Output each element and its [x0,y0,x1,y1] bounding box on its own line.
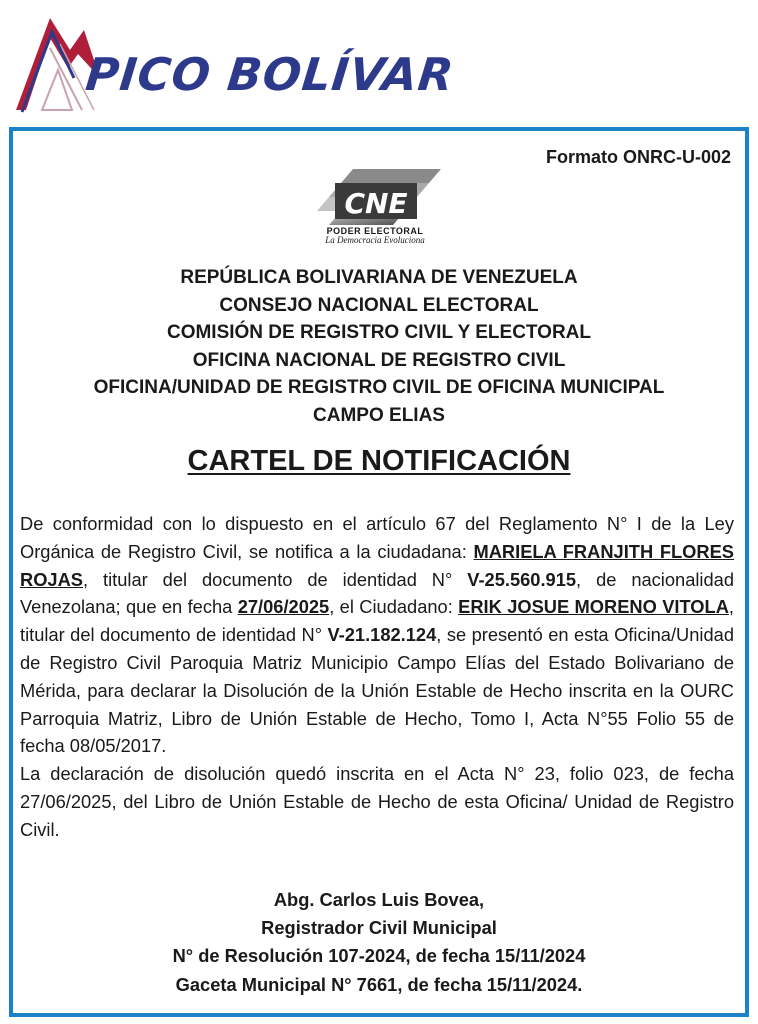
format-code: Formato ONRC-U-002 [545,147,731,167]
notice-title: CARTEL DE NOTIFICACIÓN [187,445,571,477]
notice-frame [9,127,749,1017]
masthead-title: PICO BOLÍVAR [83,48,457,101]
notified-id: V-25.560.915 [467,568,577,590]
gazette-line: Gaceta Municipal N° 7661, de fecha 15/11/2024. [175,973,583,995]
signature-block [13,886,745,999]
institution-line: OFICINA/UNIDAD DE REGISTRO CIVIL DE OFICINA MUNICIPAL [93,377,665,399]
institution-line: REPÚBLICA BOLIVARIANA DE VENEZUELA [180,267,578,288]
cne-caption-line2: La Democracia Evoluciona [325,235,425,246]
resolution-line: N° de Resolución 107-2024, de fecha 15/11/2024 [172,945,586,967]
notice-paragraph-1: De conformidad con lo dispuesto en el artículo 67 del Reglamento N° I de la Ley Orgánica de Registro Civil, se notifica a la ciudadana: MARIELA FRANJITH FLORES ROJAS, titular del documento de identidad N° V-25.560.915, de nacionalidad Venezolana; que en fecha 27/06/2025, el Ciudadano: ERIK JOSUE MORENO VITOLA, titular del documento de identidad N° V-21.182.124, se presentó en esta Oficina/Unidad de Registro Civil Paroquia Matriz Municipio Campo Elías del Estado Bolivariano de Mérida, para declarar la Disolución de la Unión Estable de Hecho inscrita en la OURC Parroquia Matriz, Libro de Unión Estable de Hecho, Tomo I, Acta N°55 Folio 55 de fecha 08/05/2017. [20,513,734,757]
event-date: 27/06/2025 [237,596,330,618]
masthead [0,0,457,122]
notice-paragraph-2: La declaración de disolución quedó inscrita en el Acta N° 23, folio 023, de fecha 27/06/2025, del Libro de Unión Estable de Hecho de esta Oficina/ Unidad de Registro Civil. [20,763,734,840]
institution-line: OFICINA NACIONAL DE REGISTRO CIVIL [192,349,566,371]
cne-logo-mark: CNE [344,187,408,220]
institutions-header [13,264,745,430]
notice-body [20,510,734,844]
institution-line: COMISIÓN DE REGISTRO CIVIL Y ELECTORAL [166,322,592,344]
declarant-name: ERIK JOSUE MORENO VITOLA [458,596,729,618]
declarant-id: V-21.182.124 [327,624,437,646]
signatory-title: Registrador Civil Municipal [261,917,497,939]
signatory-name: Abg. Carlos Luis Bovea, [273,889,485,910]
cne-caption-line1: PODER ELECTORAL [326,226,424,236]
notified-name: MARIELA FRANJITH FLORES ROJAS [20,540,734,590]
institution-line: CAMPO ELIAS [313,404,445,426]
institution-line: CONSEJO NACIONAL ELECTORAL [219,294,539,316]
cne-caption [311,227,439,246]
